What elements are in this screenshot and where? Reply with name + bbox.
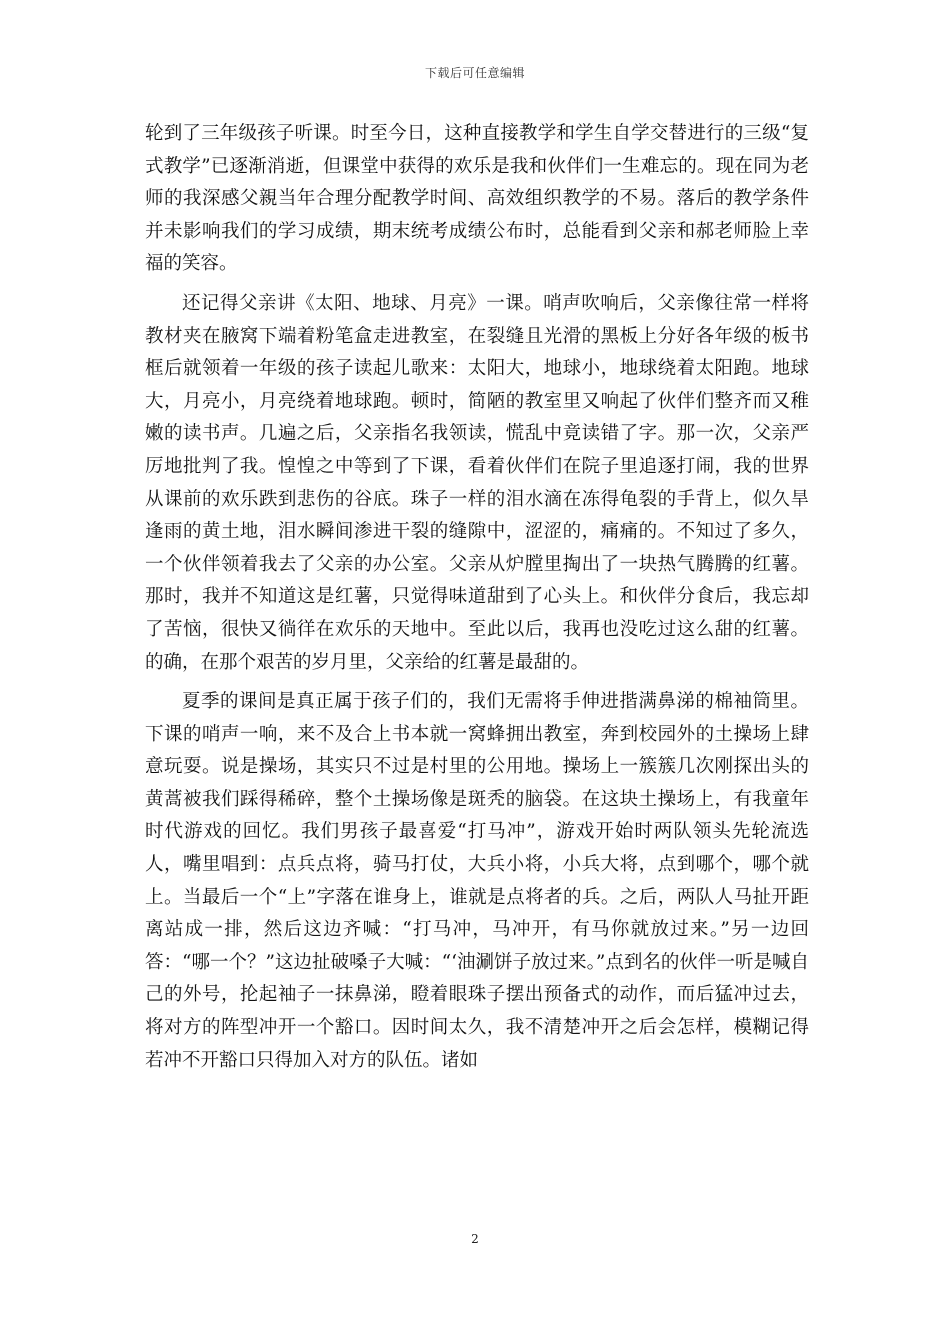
- paragraph-2: 还记得父亲讲《太阳、地球、月亮》一课。哨声吹响后，父亲像往常一样将教材夹在腋窝下端着粉笔盒走进教室，在裂缝且光滑的黑板上分好各年级的板书框后就领着一年级的孩子读起儿歌来：太阳大，地球小，地球绕着太阳跑。地球大，月亮小，月亮绕着地球跑。顿时，简陋的教室里又响起了伙伴们整齐而又稚嫩的读书声。几遍之后，父亲指名我领读，慌乱中竟读错了字。那一次，父亲严厉地批判了我。惶惶之中等到了下课，看着伙伴们在院子里追逐打闹，我的世界从课前的欢乐跌到悲伤的谷底。珠子一样的泪水滴在冻得龟裂的手背上，似久旱逢雨的黄土地，泪水瞬间渗进干裂的缝隙中，涩涩的，痛痛的。不知过了多久，一个伙伴领着我去了父亲的办公室。父亲从炉膛里掏出了一块热气腾腾的红薯。那时，我并不知道这是红薯，只觉得味道甜到了心头上。和伙伴分食后，我忘却了苦恼，很快又徜徉在欢乐的天地中。至此以后，我再也没吃过这么甜的红薯。的确，在那个艰苦的岁月里，父亲给的红薯是最甜的。: [145, 292, 809, 673]
- paragraph-3: 夏季的课间是真正属于孩子们的，我们无需将手伸进揩满鼻涕的棉袖筒里。下课的哨声一响，来不及合上书本就一窝蜂拥出教室，奔到校园外的土操场上肆意玩耍。说是操场，其实只不过是村里的公用地。操场上一簇簇几次刚探出头的黄蒿被我们踩得稀碎，整个土操场像是斑秃的脑袋。在这块土操场上，有我童年时代游戏的回忆。我们男孩子最喜爱“打马冲”，游戏开始时两队领头先轮流选人，嘴里唱到：点兵点将，骑马打仗，大兵小将，小兵大将，点到哪个，哪个就上。当最后一个“上”字落在谁身上，谁就是点将者的兵。之后，两队人马扯开距离站成一排，然后这边齐喊：“打马冲，马冲开，有马你就放过来。”另一边回答：“哪一个？”这边扯破嗓子大喊：“‘油涮饼子放过来。”点到名的伙伴一听是喊自己的外号，抡起袖子一抹鼻涕，瞪着眼珠子摆出预备式的动作，而后猛冲过去，将对方的阵型冲开一个豁口。因时间太久，我不清楚冲开之后会怎样，模糊记得若冲不开豁口只得加入对方的队伍。诸如: [145, 691, 809, 1071]
- page-number: 2: [471, 1232, 479, 1246]
- page-header: 下载后可任意编辑: [424, 66, 525, 80]
- paragraph-1: 轮到了三年级孩子听课。时至今日，这种直接教学和学生自学交替进行的三级“复式教学”已逐渐消逝，但课堂中获得的欢乐是我和伙伴们一生难忘的。现在同为老师的我深感父親当年合理分配教学时间、高效组织教学的不易。落后的教学条件并未影响我们的学习成绩，期末统考成绩公布时，总能看到父亲和郝老师脸上幸福的笑容。: [145, 123, 809, 275]
- document-body: [145, 118, 809, 1084]
